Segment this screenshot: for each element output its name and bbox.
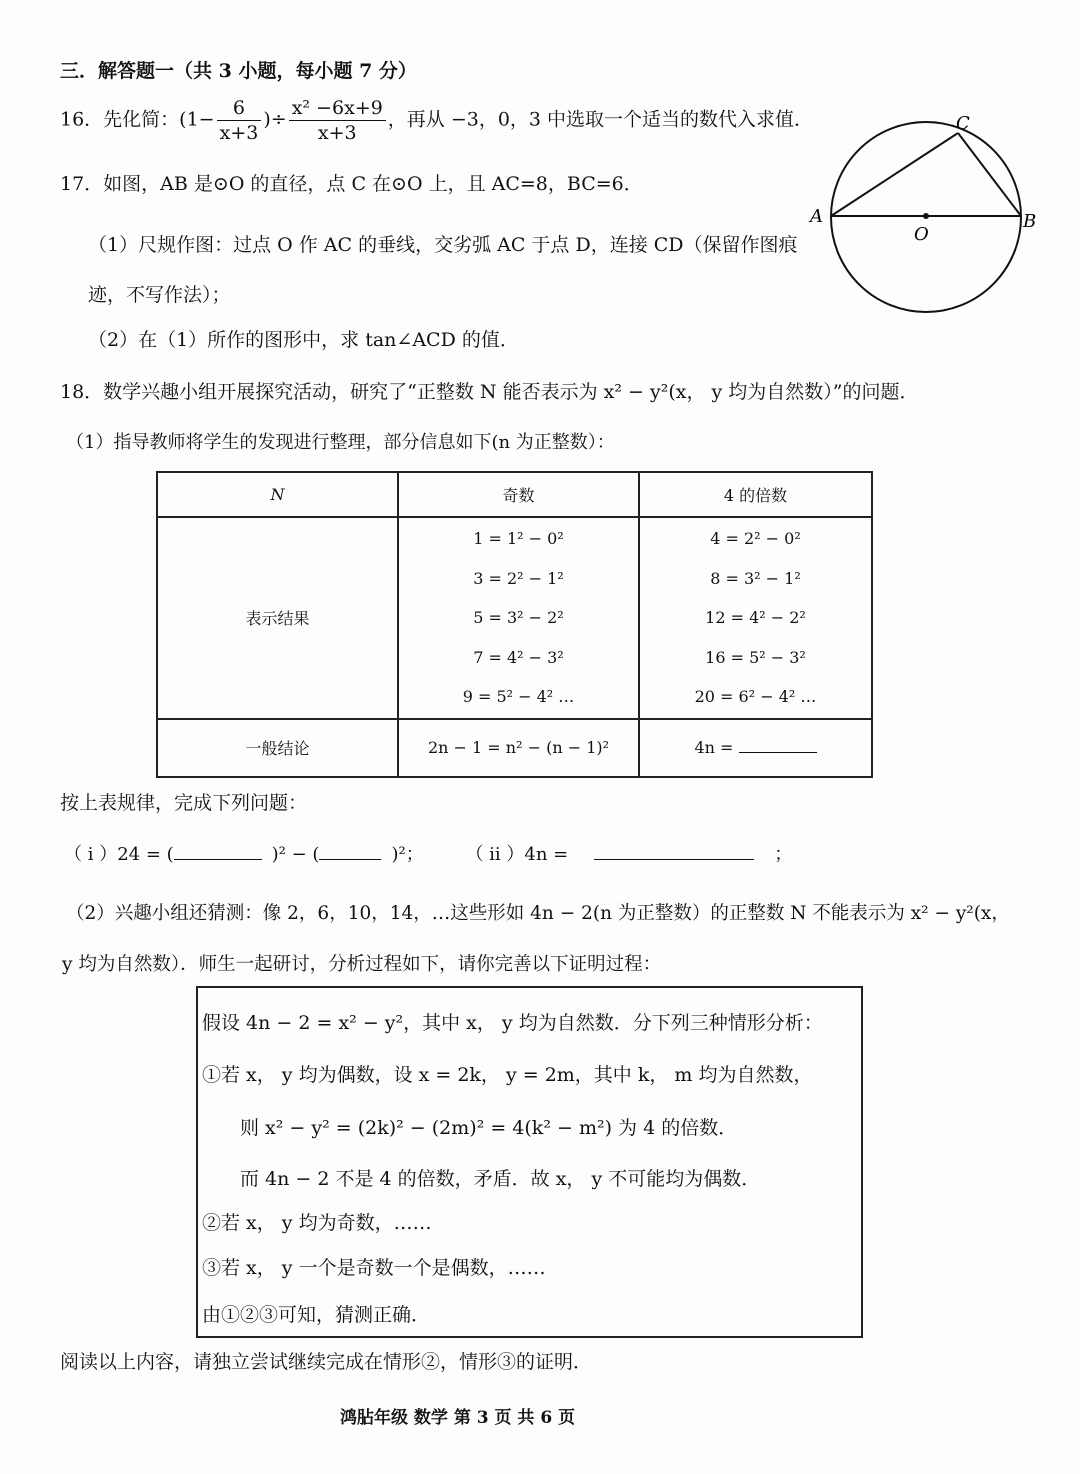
proof-line: ①若 x， y 均为偶数，设 x = 2k， y = 2m，其中 k， m 均为自然数，: [202, 1064, 813, 1086]
proof-line: ③若 x， y 一个是奇数一个是偶数，……: [202, 1257, 546, 1279]
proof-line: 由①②③可知，猜测正确．: [202, 1304, 431, 1326]
odd-general: 2n − 1 = n² − (n − 1)²: [398, 719, 639, 777]
odd-item: 3 = 2² − 1²: [473, 568, 564, 588]
mult4-item: 8 = 3² − 1²: [710, 568, 801, 588]
question-17-part1: （1）尺规作图：过点 O 作 AC 的垂线，交劣弧 AC 于点 D，连接 CD（保留作图痕: [88, 234, 798, 256]
mult4-item: 12 = 4² − 2²: [705, 608, 806, 627]
label-a: A: [810, 206, 823, 227]
mult4-item: 20 = 6² − 4² …: [694, 687, 817, 706]
row-label-results: 表示结果: [157, 517, 398, 719]
closing-instruction: 阅读以上内容，请独立尝试继续完成在情形②，情形③的证明．: [60, 1351, 593, 1373]
proof-box: [196, 986, 863, 1338]
mult4-general-text: 4n =: [694, 738, 734, 757]
header-multiple-of-4: 4 的倍数: [639, 472, 872, 517]
fraction-1: [217, 96, 262, 145]
label-o: O: [914, 224, 929, 245]
question-i: [64, 840, 792, 866]
answer-blank[interactable]: [739, 752, 817, 753]
label-b: B: [1023, 211, 1037, 232]
header-n: [157, 472, 398, 517]
question-17-part1-cont: 迹，不写作法）；: [88, 284, 231, 306]
header-odd: 奇数: [398, 472, 639, 517]
question-18-part2-line1: （2）兴趣小组还猜测：像 2，6，10，14，…这些形如 4n − 2(n 为正整数）的正整数 N 不能表示为 x² − y²(x，: [66, 903, 1010, 924]
q16-mid: )÷: [263, 108, 287, 131]
q16-prefix: 16．先化简：(1−: [60, 108, 215, 131]
qii-part-a: （ ii ）4n =: [465, 844, 569, 865]
header-n-text: N: [270, 485, 285, 504]
question-17-stem: 17．如图，AB 是⊙O 的直径，点 C 在⊙O 上，且 AC=8，BC=6．: [60, 173, 643, 195]
odd-item: 7 = 4² − 3²: [473, 647, 564, 667]
center-point: [923, 213, 929, 219]
q16-suffix: ，再从 −3，0，3 中选取一个适当的数代入求值．: [387, 108, 814, 131]
frac1-num: 6: [217, 96, 262, 121]
mult4-item: 4 = 2² − 0²: [710, 529, 801, 548]
question-17-part2: （2）在（1）所作的图形中，求 tan∠ACD 的值．: [88, 329, 519, 351]
page-footer: 鸿胋年级 数学 第 3 页 共 6 页: [340, 1408, 576, 1428]
section-heading: 三．解答题一（共 3 小题，每小题 7 分）: [60, 60, 417, 82]
question-16: [60, 96, 813, 145]
qi-part-b: )² − (: [271, 844, 320, 865]
fraction-2: [289, 96, 386, 145]
odd-results: [398, 517, 639, 719]
mult4-item: 16 = 5² − 3²: [705, 647, 806, 667]
row-label-general: 一般结论: [157, 719, 398, 777]
question-18-stem: 18．数学兴趣小组开展探究活动，研究了“正整数 N 能否表示为 x² − y²(x， y 均为自然数）”的问题．: [60, 381, 919, 403]
odd-item: 9 = 5² − 4² …: [462, 687, 575, 706]
mult4-results: [639, 517, 872, 719]
odd-item: 5 = 3² − 2²: [473, 608, 564, 627]
qi-part-a: （ i ）24 = (: [64, 844, 174, 865]
circle-figure: [800, 105, 1050, 320]
blank-4n[interactable]: [594, 859, 754, 860]
question-18-part2-line2: y 均为自然数）．师生一起研讨，分析过程如下，请你完善以下证明过程：: [62, 954, 662, 975]
after-table-text: 按上表规律，完成下列问题：: [60, 792, 308, 814]
chord-ac: [831, 133, 958, 216]
mult4-general: [639, 719, 872, 777]
blank-x[interactable]: [174, 859, 262, 860]
proof-line: 而 4n − 2 不是 4 的倍数，矛盾．故 x， y 不可能均为偶数．: [240, 1168, 761, 1190]
proof-line: 则 x² − y² = (2k)² − (2m)² = 4(k² − m²) 为 4 的倍数．: [240, 1117, 738, 1139]
proof-line: ②若 x， y 均为奇数，……: [202, 1212, 432, 1234]
qi-part-c: )²；: [391, 844, 424, 865]
label-c: C: [956, 113, 970, 134]
qii-part-b: ；: [774, 844, 793, 865]
frac2-den: x+3: [317, 122, 357, 144]
question-18-part1-intro: （1）指导教师将学生的发现进行整理，部分信息如下(n 为正整数）：: [66, 432, 615, 453]
frac1-den: x+3: [219, 122, 259, 144]
odd-item: 1 = 1² − 0²: [473, 529, 564, 548]
frac2-num: x² −6x+9: [289, 96, 386, 121]
findings-table: [156, 471, 873, 778]
blank-y[interactable]: [319, 859, 381, 860]
proof-line: 假设 4n − 2 = x² − y²，其中 x， y 均为自然数．分下列三种情形分析：: [202, 1012, 823, 1034]
